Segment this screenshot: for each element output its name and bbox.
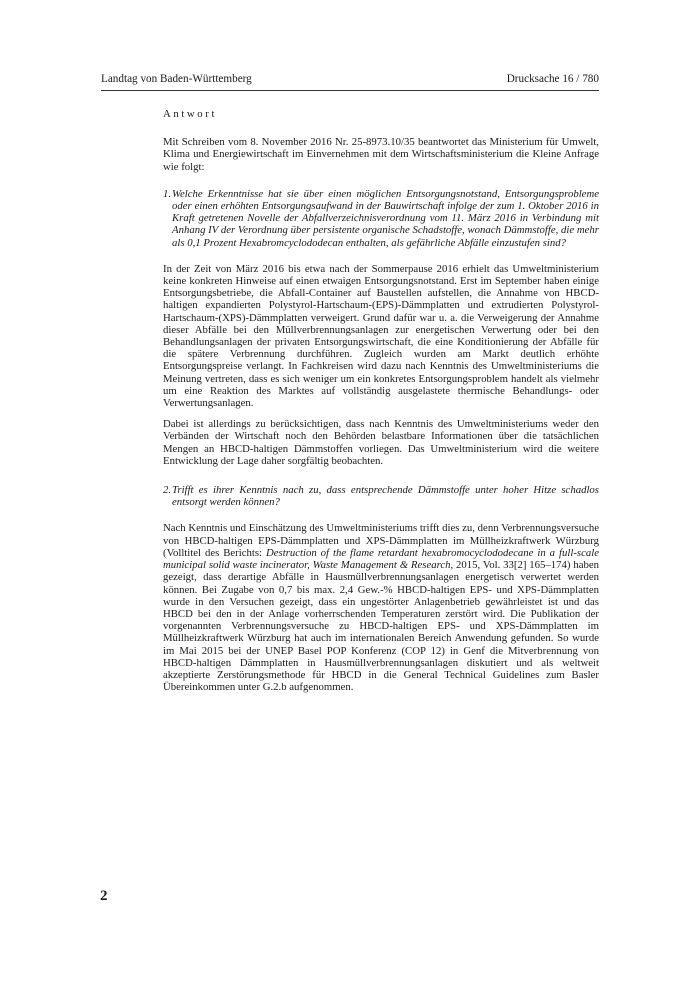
answer-2-paragraph bbox=[163, 522, 599, 693]
page-header bbox=[101, 73, 599, 91]
question-2 bbox=[163, 484, 599, 508]
question-1-text: Welche Erkenntnisse hat sie über einen möglichen Entsorgungsnotstand, Entsorgungsprobleme oder einen erhöhten Entsorgungsaufwand in der Bauwirtschaft infolge der zum 1. Oktober 2016 in Kraft getretenen Novelle der Abfallverzeichnisverordnung vom 11. März 2016 in Verbindung mit Anhang IV der Verordnung über persistente organische Schadstoffe, wonach Dämmstoffe, die mehr als 0,1 Prozent Hexabromcyclododecan enthalten, als gefährliche Abfälle einzustufen sind? bbox=[172, 187, 599, 249]
answer-1-paragraph-2: Dabei ist allerdings zu berücksichtigen, dass nach Kenntnis des Umweltministeriums weder den Verbänden der Wirtschaft noch den Behörden belastbare Informationen über die tatsächlichen Mengen an HBCD-haltigen Dämmstoffen vorliegen. Das Umweltministerium wird die weitere Entwicklung der Lage daher sorgfältig beobachten. bbox=[163, 418, 599, 467]
question-2-text: Trifft es ihrer Kenntnis nach zu, dass entsprechende Dämmstoffe unter hoher Hitze schadlos entsorgt werden können? bbox=[172, 484, 599, 509]
question-1-number: 1. bbox=[163, 187, 172, 200]
answer-2-report-title: Destruction of the flame retardant hexabromocyclododecane in a full-scale municipal solid waste incinerator, Waste Management & Research bbox=[163, 546, 599, 572]
header-parliament: Landtag von Baden-Württemberg bbox=[101, 73, 252, 85]
answer-2-part-1: Nach Kenntnis und Einschätzung des Umweltministeriums trifft dies zu, denn Verbrennungsversuche von HBCD-haltigen EPS-Dämmplatten und XPS-Dämmplatten im Müllheizkraftwerk Würzburg (Volltitel des Berichts: bbox=[163, 522, 599, 559]
header-document-number: Drucksache 16 / 780 bbox=[506, 73, 599, 85]
page-number: 2 bbox=[100, 888, 108, 904]
intro-paragraph: Mit Schreiben vom 8. November 2016 Nr. 25-8973.10/35 beantwortet das Ministerium für Umwelt, Klima und Energiewirtschaft im Einvernehmen mit dem Wirtschaftsministerium die Kleine Anfrage wie folgt: bbox=[163, 136, 599, 173]
section-heading: Antwort bbox=[163, 108, 218, 120]
answer-2-part-2: , 2015, Vol. 33[2] 165–174) haben gezeigt, dass derartige Abfälle in Hausmüllverbrennungsanlagen energetisch verwertet werden können. Bei Zugabe von 0,7 bis max. 2,4 Gew.-% HBCD-haltigen EPS- und XPS-Dämmplatten wurde in den Versuchen gezeigt, dass ein ungestörter Anlagenbetrieb gewährleistet ist und das HBCD bei den in der Anlage vorherrschenden Temperaturen zerstört wird. Die Publikation der vorgenannten Verbrennungsversuche zu HBCD-haltigen EPS- und XPS-Dämmplatten im Müllheizkraftwerk Würzburg hat auch im internationalen Bereich Anwendung gefunden. So wurde im Mai 2015 bei der UNEP Basel POP Konferenz (COP 12) in Genf die Mitverbrennung von HBCD-haltigen Dämmplatten in Hausmüllverbrennungsanlagen diskutiert und als weltweit akzeptierte Zerstörungsmethode für HBCD in die General Technical Guidelines zum Basler Übereinkommen unter G.2.b aufgenommen. bbox=[163, 559, 600, 694]
answer-1-paragraph-1: In der Zeit von März 2016 bis etwa nach der Sommerpause 2016 erhielt das Umweltministerium keine konkreten Hinweise auf einen etwaigen Entsorgungsnotstand. Erst im September haben einige Entsorgungsbetriebe, die Abfall-Container auf Baustellen aufstellen, die Annahme von HBCD-haltigen expandierten Polystyrol-Hartschaum-(EPS)-Dämmplatten und extrudierten Polystyrol-Hartschaum-(XPS)-Dämmplatten verweigert. Grund dafür war u. a. die Verweigerung der Annahme dieser Abfälle bei den Müllverbrennungsanlagen zur energetischen Verwertung oder bei den Behandlungsanlagen der privaten Entsorgungswirtschaft, die eine Konditionierung der Abfälle für die spätere Verbrennung durchführen. Zugleich wurden am Markt deutlich erhöhte Entsorgungspreise verlangt. In Fachkreisen wird dazu nach Kenntnis des Umweltministeriums die Meinung vertreten, dass es sich weniger um ein konkretes Entsorgungsproblem handelt als vielmehr um eine Reaktion des Marktes auf vollständig ausgelastete thermische Behandlungs- oder Verwertungsanlagen. bbox=[163, 262, 599, 410]
document-body bbox=[163, 108, 599, 693]
question-1 bbox=[163, 188, 599, 249]
question-2-number: 2. bbox=[163, 484, 172, 497]
